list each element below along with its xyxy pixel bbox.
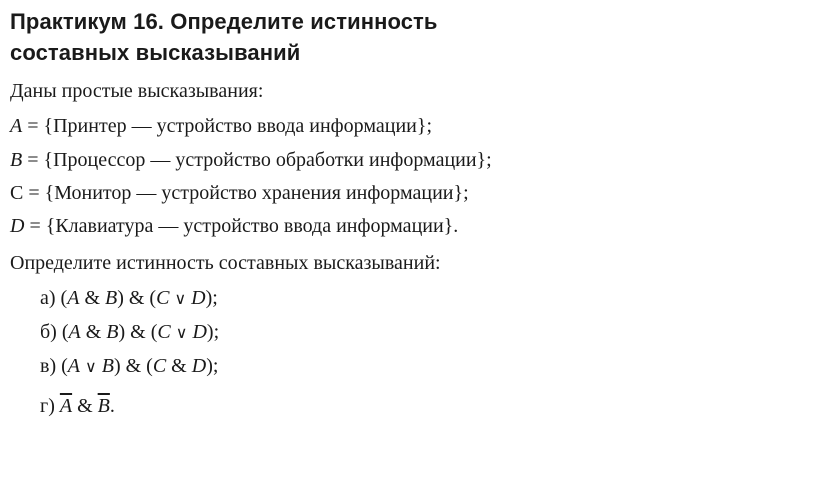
option-b — [40, 320, 219, 345]
option-label: г) — [40, 395, 55, 417]
statement-text: = {Принтер — устройство ввода информации}; — [22, 115, 433, 137]
option-formula: (A & B) & (C ∨ D); — [60, 287, 218, 309]
statement-var: B — [10, 149, 23, 171]
statement-var: D — [10, 215, 25, 237]
title-line-1: Практикум 16. Определите истинность — [10, 9, 438, 34]
option-label: а) — [40, 287, 56, 309]
statement-var: A — [10, 115, 23, 137]
statement-a — [10, 114, 432, 138]
statement-text: = {Монитор — устройство хранения информации}; — [23, 182, 469, 204]
title-line-2: составных высказываний — [10, 40, 301, 65]
statement-c — [10, 181, 469, 205]
option-formula: (A ∨ B) & (C & D); — [61, 355, 219, 377]
option-formula: (A & B) & (C ∨ D); — [61, 321, 220, 343]
statement-d — [10, 214, 458, 238]
statement-text: = {Клавиатура — устройство ввода информации}. — [24, 215, 459, 237]
option-a — [40, 286, 218, 311]
option-formula: $\overline{A}$ & $\overline{B}$. — [59, 395, 115, 417]
statement-b — [10, 148, 492, 172]
option-label: в) — [40, 355, 57, 377]
intro-text: Даны простые высказывания: — [10, 80, 264, 102]
page-title — [10, 6, 438, 68]
statement-var: C — [10, 182, 24, 204]
statement-text: = {Процессор — устройство обработки информации}; — [22, 149, 492, 171]
option-label: б) — [40, 321, 57, 343]
task-text: Определите истинность составных высказываний: — [10, 252, 441, 274]
option-d — [40, 394, 115, 418]
option-c — [40, 354, 218, 379]
